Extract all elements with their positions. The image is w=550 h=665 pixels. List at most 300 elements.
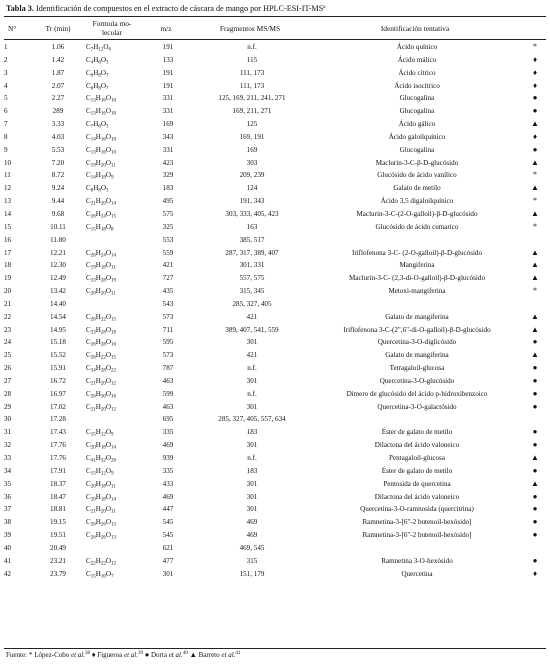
formula-count: 22	[100, 355, 106, 361]
formula-count: 18	[100, 484, 106, 490]
table-row	[4, 439, 546, 452]
table-row	[4, 195, 546, 208]
top-rule	[4, 16, 546, 17]
cell-identification: Éster de galato de metilo	[381, 428, 453, 437]
cell-mz: 423	[162, 158, 174, 167]
formula-count: 26	[90, 535, 96, 541]
cell-number: 15	[4, 222, 12, 231]
cell-number: 26	[4, 364, 12, 373]
cell-number: 36	[4, 492, 12, 501]
cell-fragments: 389, 407, 541, 559	[225, 325, 279, 334]
cell-fragments: 115	[246, 55, 258, 64]
formula-count: 12	[110, 407, 116, 413]
cell-retention-time: 4.03	[51, 132, 65, 141]
formula-element: O	[105, 441, 111, 450]
compounds-table	[4, 41, 546, 580]
footer-marker: *	[28, 650, 33, 659]
cell-identification: Quercetina-3-O-glucósido	[379, 376, 455, 385]
formula-count: 14	[110, 253, 116, 258]
footer-reference	[90, 651, 143, 659]
cell-number: 29	[4, 402, 12, 411]
cell-formula	[86, 41, 142, 54]
cell-formula	[86, 413, 142, 426]
cell-mz: 331	[162, 107, 174, 116]
table-row	[4, 388, 546, 401]
cell-retention-time: 14.54	[50, 312, 66, 321]
table-row	[4, 144, 546, 157]
formula-element: O	[105, 158, 111, 167]
header-fragments: Fragmentos MS/MS	[219, 24, 281, 33]
cell-mz: 191	[162, 68, 174, 77]
cell-retention-time: 20.49	[50, 543, 66, 552]
cell-number: 39	[4, 531, 12, 540]
cell-number: 31	[4, 428, 12, 437]
cell-mz: 133	[162, 55, 174, 64]
cell-fragments: 469	[246, 518, 258, 527]
formula-count: 28	[100, 330, 106, 336]
footer-prefix: Fuente:	[6, 651, 27, 659]
cell-identification: Galato de mangiferina	[385, 351, 449, 360]
formula-element: C	[86, 171, 91, 180]
cell-reference-marker: ●	[532, 93, 538, 103]
footer-references	[29, 651, 241, 659]
cell-mz: 191	[162, 81, 174, 90]
cell-reference-marker: ▲	[531, 157, 539, 167]
table-row	[4, 413, 546, 426]
formula-count: 20	[100, 381, 106, 387]
formula-element: H	[95, 132, 101, 141]
cell-retention-time: 17.76	[50, 454, 66, 462]
cell-formula	[86, 195, 142, 208]
footer-marker: ▲	[189, 650, 197, 659]
cell-fragments: n.f.	[247, 43, 257, 51]
formula-element: C	[86, 197, 91, 206]
cell-identification: Ramnetina 3-O-hexósido	[381, 556, 453, 565]
cell-reference-marker: ●	[532, 363, 538, 373]
cell-formula	[86, 336, 142, 349]
cell-identification: Dilactona del ácido valoneico	[374, 492, 460, 501]
cell-fragments: 301	[246, 505, 258, 514]
header-identification: Identificación tentativa	[380, 24, 450, 33]
formula-element: H	[95, 171, 101, 180]
cell-mz: 711	[162, 325, 174, 334]
table-row	[4, 349, 546, 362]
formula-count: 5	[105, 60, 109, 66]
cell-mz: 301	[162, 569, 174, 578]
cell-number: 25	[4, 351, 12, 360]
cell-reference-marker: ▲	[531, 119, 539, 129]
formula-element: H	[95, 441, 101, 450]
cell-mz: 335	[162, 466, 174, 475]
formula-count: 16	[110, 342, 116, 348]
cell-retention-time: 9.68	[51, 209, 65, 218]
formula-element: C	[86, 55, 91, 64]
formula-count: 8	[98, 86, 101, 92]
cell-mz: 939	[162, 454, 174, 462]
table-row	[4, 118, 546, 131]
formula-element: H	[95, 531, 101, 540]
formula-count: 22	[90, 561, 96, 567]
cell-reference-marker: ♦	[532, 568, 538, 578]
formula-element: H	[95, 351, 101, 360]
table-body	[4, 41, 546, 580]
formula-element: C	[86, 402, 91, 411]
cell-fragments: n.f.	[247, 389, 257, 398]
formula-count: 11	[110, 291, 116, 297]
table-row	[4, 452, 546, 465]
cell-mz: 599	[162, 389, 174, 398]
cell-retention-time: 17.76	[50, 441, 66, 450]
cell-retention-time: 289	[52, 107, 64, 116]
formula-element: C	[86, 325, 91, 334]
formula-count: 21	[90, 201, 96, 207]
cell-identification: Iriflofenona 3-C- (2-O-galloil)-β-D-glucósido	[351, 248, 483, 257]
formula-count: 20	[100, 163, 106, 169]
cell-identification	[310, 234, 524, 247]
formula-count: 7	[90, 47, 94, 53]
cell-identification: Quercetina	[401, 569, 433, 578]
cell-formula	[86, 285, 142, 298]
cell-identification: Iriflofenona 3-C-(2",6"-di-O-galloil)-β-D-glucósido	[343, 325, 491, 334]
cell-retention-time: 12.21	[50, 248, 66, 257]
formula-count: 24	[100, 253, 106, 258]
cell-number: 23	[4, 325, 12, 334]
cell-formula	[86, 54, 142, 67]
formula-count: 7	[105, 86, 109, 92]
cell-identification: Glucogalina	[399, 107, 435, 116]
cell-mz: 191	[162, 43, 174, 51]
cell-number: 13	[4, 197, 12, 206]
cell-mz: 545	[162, 518, 174, 527]
table-row	[4, 234, 546, 247]
cell-formula	[86, 272, 142, 285]
cell-number: 35	[4, 479, 12, 488]
formula-count: 18	[100, 227, 106, 233]
cell-reference-marker: ▲	[531, 478, 539, 488]
formula-count: 26	[110, 458, 116, 464]
formula-element: C	[86, 505, 91, 514]
formula-count: 19	[90, 265, 96, 271]
table-row	[4, 54, 546, 67]
cell-mz: 331	[162, 145, 174, 154]
cell-reference-marker: ●	[532, 337, 538, 347]
formula-element: H	[95, 261, 101, 270]
formula-element: C	[86, 274, 91, 283]
cell-retention-time: 9.24	[51, 184, 65, 193]
cell-number: 6	[4, 107, 8, 116]
cell-retention-time: 7.20	[51, 158, 65, 167]
formula-count: 10	[110, 150, 116, 156]
cell-identification: Maclurin-3-C-(2-O-galloil)-β-D-glucósido	[356, 209, 478, 218]
cell-retention-time: 13.42	[50, 287, 66, 296]
cell-reference-marker: ●	[532, 375, 538, 385]
footer-etal: et al.	[168, 651, 183, 659]
cell-identification: Quercetina-3-O-diglicósido	[377, 338, 457, 347]
formula-element: H	[95, 107, 101, 116]
cell-reference-marker: *	[533, 286, 537, 296]
cell-number: 19	[4, 274, 12, 283]
formula-count: 5	[105, 188, 109, 194]
formula-element: O	[100, 55, 106, 64]
cell-fragments: 191, 343	[239, 197, 265, 206]
cell-identification: Ácido 3,5 digaloilquínico	[380, 197, 454, 206]
cell-formula	[86, 465, 142, 478]
cell-reference-marker: ♦	[532, 67, 538, 77]
table-row	[4, 221, 546, 234]
cell-fragments: 301	[246, 402, 258, 411]
cell-fragments: 285, 327, 405, 557, 634	[218, 415, 286, 424]
footer-reference	[143, 651, 188, 659]
cell-retention-time: 18.37	[50, 479, 66, 488]
cell-formula	[86, 259, 142, 272]
cell-reference-marker: *	[533, 170, 537, 180]
formula-count: 33	[90, 278, 96, 284]
cell-reference-marker: ▲	[531, 247, 539, 257]
cell-fragments: 301	[246, 338, 258, 347]
cell-formula	[86, 208, 142, 221]
formula-element: O	[105, 94, 111, 103]
formula-element: O	[105, 505, 111, 514]
formula-count: 26	[90, 253, 96, 258]
cell-retention-time: 19.51	[50, 531, 66, 540]
cell-retention-time: 17.91	[50, 466, 66, 475]
cell-reference-marker: ●	[532, 504, 538, 514]
cell-identification: Glucogalina	[399, 94, 435, 103]
formula-count: 14	[90, 175, 96, 181]
formula-count: 6	[90, 86, 94, 92]
cell-fragments: 287, 317, 389, 407	[225, 248, 279, 257]
formula-element: C	[86, 209, 91, 218]
cell-reference-marker: ▲	[531, 311, 539, 321]
cell-identification: Galato de metilo	[393, 184, 441, 193]
formula-element: H	[95, 312, 101, 321]
formula-count: 33	[90, 330, 96, 336]
cell-retention-time: 17.43	[50, 428, 66, 437]
cell-reference-marker: ●	[532, 465, 538, 475]
formula-count: 22	[110, 368, 116, 374]
formula-count: 4	[90, 60, 94, 66]
formula-element: O	[105, 518, 111, 527]
table-row	[4, 157, 546, 170]
cell-fragments: 163	[246, 222, 258, 231]
table-row	[4, 311, 546, 324]
cell-mz: 331	[162, 94, 174, 103]
footer-author: Figueroa	[97, 651, 123, 659]
cell-reference-marker: ●	[532, 555, 538, 565]
cell-formula	[86, 118, 142, 131]
cell-reference-marker: ▲	[531, 324, 539, 334]
cell-formula	[86, 426, 142, 439]
formula-element: O	[100, 120, 106, 129]
footer-ref-number: 39	[137, 651, 143, 656]
cell-number: 37	[4, 505, 12, 514]
cell-mz: 335	[162, 428, 174, 437]
table-row	[4, 298, 546, 311]
cell-number: 33	[4, 454, 12, 462]
cell-identification: Ácido isocítrico	[394, 81, 440, 90]
cell-formula	[86, 131, 142, 144]
cell-formula	[86, 221, 142, 234]
footer-etal: et al.	[221, 651, 236, 659]
cell-number: 28	[4, 389, 12, 398]
formula-element: C	[86, 248, 91, 257]
cell-identification: Glucósido de ácido cumarico	[375, 222, 459, 231]
formula-count: 26	[90, 317, 96, 323]
formula-count: 8	[90, 188, 94, 194]
cell-fragments: n.f.	[247, 364, 257, 373]
formula-count: 18	[100, 175, 106, 181]
formula-count: 6	[98, 60, 101, 66]
formula-element: O	[105, 197, 111, 206]
footer-marker: ●	[144, 650, 150, 659]
formula-element: O	[105, 402, 111, 411]
table-row	[4, 465, 546, 478]
cell-formula	[86, 542, 142, 555]
formula-element: C	[86, 68, 91, 77]
cell-mz: 183	[162, 184, 174, 193]
cell-number: 21	[4, 299, 12, 308]
cell-retention-time: 18.47	[50, 492, 66, 501]
formula-element: H	[95, 428, 101, 437]
cell-fragments: 124	[246, 184, 258, 193]
formula-element: H	[95, 479, 101, 488]
table-row	[4, 555, 546, 568]
cell-number: 5	[4, 94, 8, 103]
cell-retention-time: 15.18	[50, 338, 66, 347]
cell-formula	[86, 349, 142, 362]
formula-element: H	[95, 197, 101, 206]
formula-element: C	[86, 454, 91, 462]
formula-element: O	[105, 531, 111, 540]
cell-formula	[86, 298, 142, 311]
cell-fragments: 301	[246, 479, 258, 488]
cell-retention-time: 15.91	[50, 364, 66, 373]
formula-count: 32	[100, 458, 106, 464]
table-footer	[6, 650, 240, 660]
cell-mz: 545	[162, 531, 174, 540]
formula-element: O	[105, 274, 111, 283]
cell-fragments: 111, 173	[239, 68, 265, 77]
formula-count: 10	[110, 98, 116, 104]
formula-element: C	[86, 81, 91, 90]
cell-mz: 469	[162, 492, 174, 501]
cell-formula	[86, 503, 142, 516]
formula-element: C	[86, 287, 91, 296]
formula-count: 26	[90, 214, 96, 220]
formula-element: C	[86, 107, 91, 116]
cell-reference-marker	[524, 413, 546, 426]
cell-formula	[86, 491, 142, 504]
formula-count: 5	[105, 124, 109, 130]
cell-reference-marker: ♦	[532, 80, 538, 90]
formula-element: C	[86, 569, 91, 578]
cell-formula	[86, 478, 142, 491]
cell-retention-time: 14.40	[50, 299, 66, 308]
cell-identification: Ácido gálico	[398, 120, 436, 129]
cell-formula	[86, 92, 142, 105]
formula-count: 15	[110, 355, 116, 361]
cell-number: 16	[4, 235, 12, 244]
formula-element: O	[105, 569, 111, 578]
cell-formula	[86, 362, 142, 375]
formula-count: 28	[100, 278, 106, 284]
footer-ref-number: 40	[182, 651, 188, 656]
cell-formula	[86, 568, 142, 581]
formula-count: 41	[90, 458, 96, 464]
formula-count: 21	[90, 381, 96, 387]
cell-identification: Ácido málico	[397, 55, 437, 64]
cell-identification: Quercetina-3-O-galactósido	[377, 402, 457, 411]
cell-reference-marker: *	[533, 221, 537, 231]
formula-element: H	[95, 338, 101, 347]
table-row	[4, 324, 546, 337]
formula-count: 20	[90, 497, 96, 503]
cell-number: 34	[4, 466, 12, 475]
formula-count: 11	[110, 484, 116, 490]
formula-element: O	[105, 556, 111, 565]
cell-number: 14	[4, 209, 12, 218]
cell-formula	[86, 182, 142, 195]
table-row	[4, 478, 546, 491]
formula-count: 20	[100, 407, 106, 413]
formula-count: 10	[100, 574, 106, 580]
cell-number: 18	[4, 261, 12, 270]
cell-number: 42	[4, 569, 12, 578]
cell-fragments: 125, 169, 211, 241, 271	[218, 94, 286, 103]
cell-mz: 543	[162, 299, 174, 308]
formula-count: 14	[110, 201, 116, 207]
formula-count: 12	[110, 381, 116, 387]
cell-reference-marker: ●	[532, 517, 538, 527]
formula-count: 15	[110, 214, 116, 220]
table-row	[4, 336, 546, 349]
formula-element: O	[105, 466, 111, 475]
cell-number: 30	[4, 415, 12, 424]
footer-author: Dorta	[151, 651, 167, 659]
formula-element: C	[86, 479, 91, 488]
table-row	[4, 426, 546, 439]
cell-formula	[86, 157, 142, 170]
cell-formula	[86, 234, 142, 247]
cell-mz: 573	[162, 351, 174, 360]
formula-count: 20	[100, 291, 106, 297]
cell-identification: Éster de galato de metilo	[381, 466, 453, 475]
formula-element: H	[95, 325, 101, 334]
formula-count: 18	[110, 330, 116, 336]
formula-element: O	[105, 376, 111, 385]
table-row	[4, 272, 546, 285]
formula-count: 13	[110, 535, 116, 541]
formula-element: O	[105, 287, 111, 296]
formula-element: O	[105, 261, 111, 270]
cell-fragments: 169, 211, 271	[232, 107, 272, 116]
formula-element: H	[95, 209, 101, 218]
formula-count: 24	[100, 214, 106, 220]
formula-element: C	[86, 184, 91, 193]
formula-count: 15	[90, 227, 96, 233]
formula-count: 10	[110, 111, 116, 117]
cell-mz: 727	[162, 274, 174, 283]
table-row	[4, 208, 546, 221]
formula-count: 30	[100, 394, 106, 400]
formula-count: 14	[110, 497, 116, 503]
cell-reference-marker: ●	[532, 106, 538, 116]
cell-reference-marker: ▲	[531, 208, 539, 218]
formula-count: 6	[90, 73, 94, 79]
formula-count: 22	[100, 561, 106, 567]
cell-identification: Pentagaloil-glucosa	[389, 454, 445, 462]
cell-formula	[86, 452, 142, 465]
